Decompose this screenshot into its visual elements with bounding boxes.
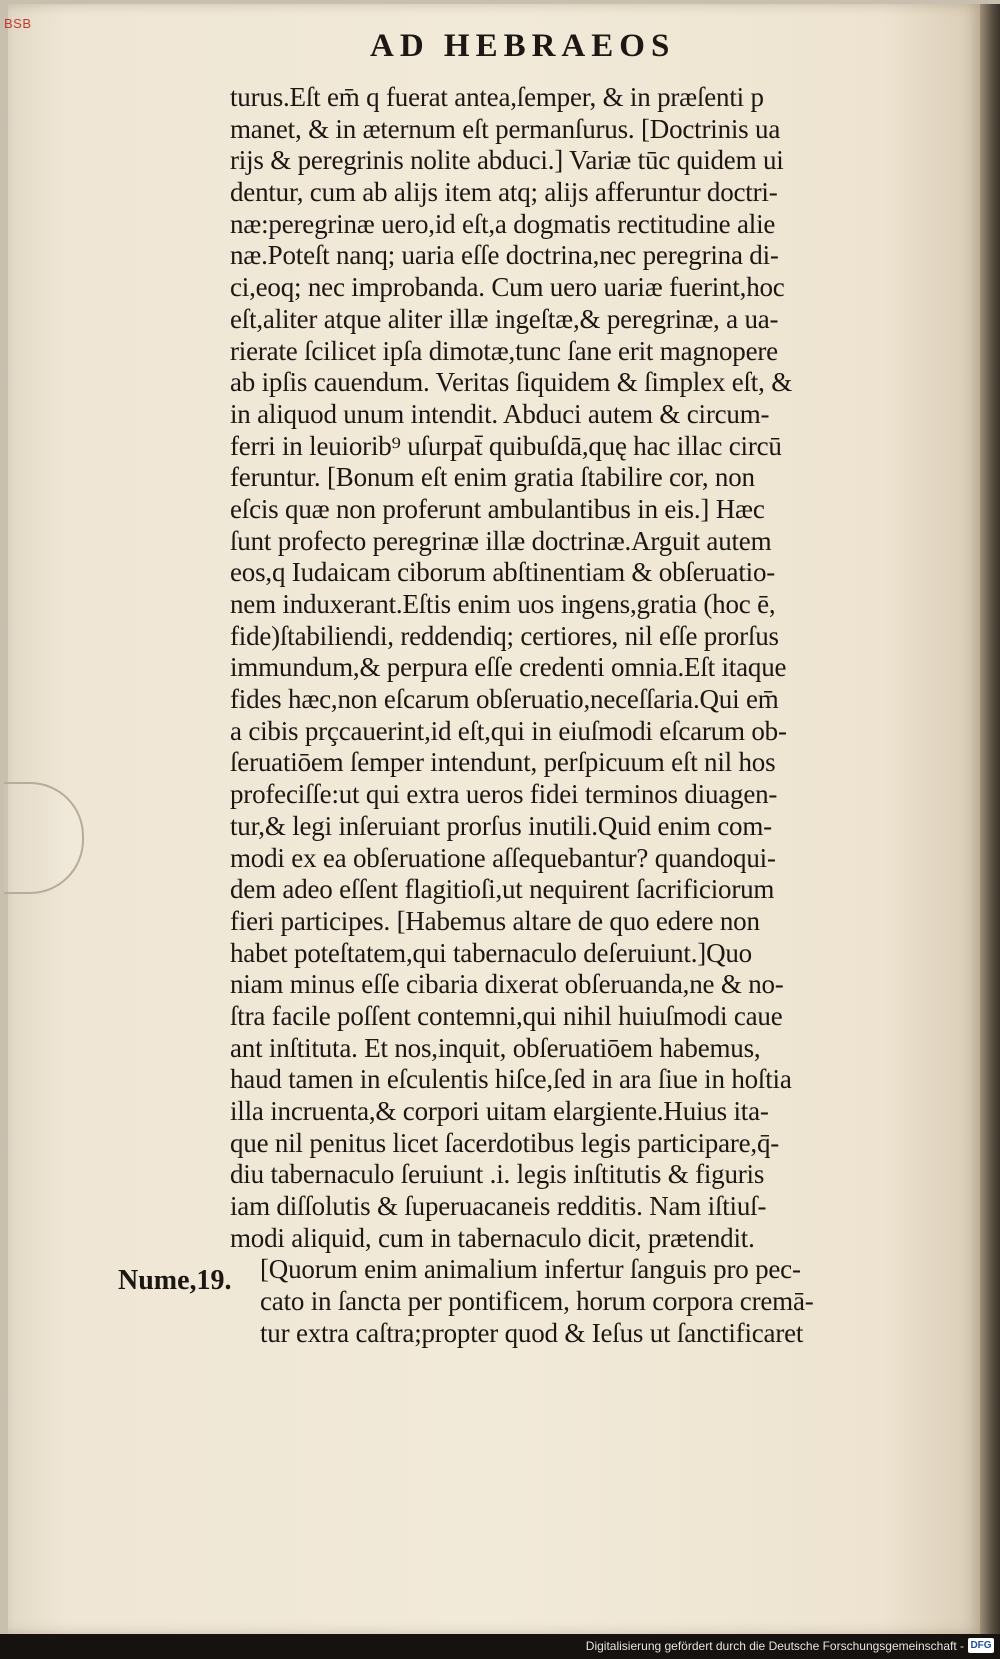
text-line: iam diſſolutis & ſuperuacaneis redditis. Nam iſtiuſ- [230, 1191, 767, 1222]
text-line: ab ipſis cauendum. Veritas ſiquidem & ſimplex eſt, & [230, 367, 793, 398]
text-line: immundum,& perpura eſſe credenti omnia.Eſt itaque [230, 652, 787, 683]
text-line: ſtra facile poſſent contemni,qui nihil huiuſmodi caue [230, 1000, 783, 1031]
text-line: modi aliquid, cum in tabernaculo dicit, prætendit. [230, 1222, 755, 1253]
text-line: diu tabernaculo ſeruiunt .i. legis inſtitutis & figuris [230, 1159, 765, 1190]
marginal-note: Nume,19. [118, 1265, 232, 1296]
text-line: ci,eoq; nec improbanda. Cum uero uariæ fuerint,hoc [230, 272, 785, 303]
text-line: næ:peregrinæ uero,id eſt,a dogmatis rectitudine alie [230, 208, 776, 239]
text-line: in aliquod unum intendit. Abduci autem & circum- [230, 398, 770, 429]
text-line: eſcis quæ non proferunt ambulantibus in eis.] Hæc [230, 493, 765, 524]
page-clasp-mark [4, 782, 84, 894]
text-line: dem adeo eſſent flagitioſi,ut nequirent ſacrificiorum [230, 874, 775, 905]
text-line: manet, & in æternum eſt permanſurus. [Doctrinis ua [230, 113, 781, 144]
text-line: feruntur. [Bonum eſt enim gratia ſtabilire cor, non [230, 462, 755, 493]
dfg-logo: DFG [968, 1638, 994, 1653]
text-line: fieri participes. [Habemus altare de quo edere non [230, 905, 760, 936]
text-line: que nil penitus licet ſacerdotibus legis participare,q̄- [230, 1127, 780, 1158]
body-text [230, 82, 960, 1350]
text-line: rijs & peregrinis nolite abduci.] Variæ tūc quidem ui [230, 145, 784, 176]
text-line: turus.Eſt em̄ q fuerat antea,ſemper, & in præſenti p [230, 82, 764, 112]
text-line: haud tamen in eſculentis hiſce,ſed in ara ſiue in hoſtia [230, 1064, 792, 1095]
text-line: modi ex ea obſeruatione aſſequebantur? quandoqui- [230, 842, 776, 873]
text-line: fide)ſtabiliendi, reddendiq; certiores, nil eſſe prorſus [230, 620, 779, 651]
text-line: cato in ſancta per pontificem, horum corpora cremā- [260, 1286, 814, 1317]
text-line: illa incruenta,& corpori uitam elargiente.Huius ita- [230, 1096, 769, 1126]
text-line: profeciſſe:ut qui extra ueros fidei terminos diuagen- [230, 779, 778, 810]
text-line: rierate ſcilicet ipſa dimotæ,tunc ſane erit magnopere [230, 335, 778, 366]
text-line: habet poteſtatem,qui tabernaculo deſeruiunt.]Quo [230, 937, 752, 968]
text-line: tur extra caſtra;propter quod & Ieſus ut ſanctificaret [260, 1317, 804, 1348]
text-line: eos,q Iudaicam ciborum abſtinentiam & obſeruatio- [230, 557, 776, 588]
text-line: [Quorum enim animalium infertur ſanguis pro pec- [260, 1254, 801, 1285]
text-line: ſunt profecto peregrinæ illæ doctrinæ.Arguit autem [230, 525, 772, 556]
book-page-edge [980, 4, 1000, 1634]
text-line: ſeruatiōem ſemper intendunt, perſpicuum eſt nil hos [230, 747, 776, 778]
text-line: fides hæc,non eſcarum obſeruatio,neceſſaria.Qui em̄ [230, 684, 779, 715]
footer-credit: Digitalisierung gefördert durch die Deutsche Forschungsgemeinschaft - [585, 1639, 964, 1653]
library-logo: BSB [4, 16, 32, 31]
text-line: a cibis prçcauerint,id eſt,qui in eiuſmodi eſcarum ob- [230, 715, 787, 746]
text-line: ferri in leuiorib⁹ uſurpat̄ quibuſdā,quę hac illac circū [230, 430, 782, 461]
text-line: ant inſtituta. Et nos,inquit, obſeruatiōem habemus, [230, 1032, 761, 1063]
text-line: eſt,aliter atque aliter illæ ingeſtæ,& peregrinæ, a ua- [230, 303, 779, 334]
text-line: dentur, cum ab alijs item atq; alijs afferuntur doctri- [230, 177, 778, 208]
running-head: AD HEBRAEOS [370, 28, 676, 64]
text-line: niam minus eſſe cibaria dixerat obſeruanda,ne & no- [230, 969, 784, 1000]
text-line: nem induxerant.Eſtis enim uos ingens,gratia (hoc ē, [230, 589, 776, 619]
text-line: næ.Poteſt nanq; uaria eſſe doctrina,nec peregrina di- [230, 240, 779, 271]
text-line: tur,& legi inſeruiant prorſus inutili.Quid enim com- [230, 810, 772, 841]
